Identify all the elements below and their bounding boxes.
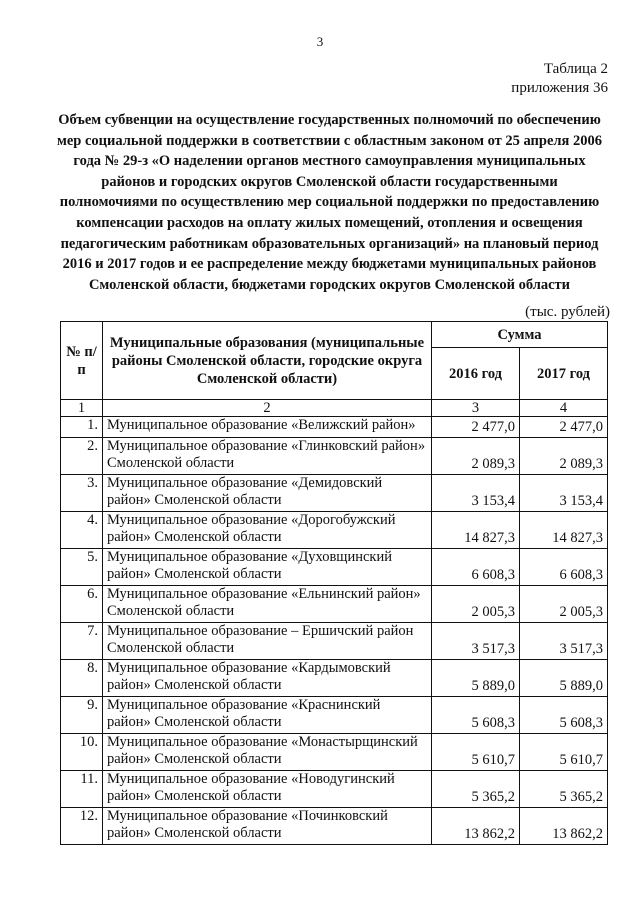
appendix-reference-line: приложения 36 — [511, 80, 608, 96]
row-number: 8. — [61, 660, 103, 697]
value-2017: 3 153,4 — [520, 475, 608, 512]
municipality-name: Муниципальное образование «Демидовский район» Смоленской области — [103, 475, 432, 512]
municipality-name: Муниципальное образование «Глинковский район» Смоленской области — [103, 438, 432, 475]
header-sum: Сумма — [432, 322, 608, 348]
table-row — [61, 734, 608, 771]
municipality-name: Муниципальное образование «Велижский район» — [103, 417, 432, 438]
value-2017: 14 827,3 — [520, 512, 608, 549]
value-2016: 2 477,0 — [432, 417, 520, 438]
value-2017: 5 610,7 — [520, 734, 608, 771]
municipality-name: Муниципальное образование «Починковский район» Смоленской области — [103, 808, 432, 845]
table-reference-line: Таблица 2 — [543, 61, 608, 77]
row-number: 4. — [61, 512, 103, 549]
row-number: 10. — [61, 734, 103, 771]
column-number-row — [61, 400, 608, 417]
table-row — [61, 549, 608, 586]
row-number: 12. — [61, 808, 103, 845]
value-2017: 5 608,3 — [520, 697, 608, 734]
document-title: Объем субвенции на осуществление государственных полномочий по обеспечению мер социальной поддержки в соответствии с областным законом от 25 апреля 2006 года № 29-з «О наделении органов местного самоуправления муниципальных районов и городских округов Смоленской области государственными полномочиями по осуществлению мер социальной поддержки по предоставлению компенсации расходов на оплату жилых помещений, отопления и освещения педагогическим работникам образовательных организаций» на плановый период 2016 и 2017 годов и ее распределение между бюджетами муниципальных районов Смоленской области, бюджетами городских округов Смоленской области — [56, 112, 603, 293]
row-number: 2. — [61, 438, 103, 475]
value-2016: 6 608,3 — [432, 549, 520, 586]
municipality-name: Муниципальное образование «Кардымовский район» Смоленской области — [103, 660, 432, 697]
row-number: 3. — [61, 475, 103, 512]
table-row — [61, 697, 608, 734]
table-row — [61, 623, 608, 660]
value-2016: 3 153,4 — [432, 475, 520, 512]
value-2017: 3 517,3 — [520, 623, 608, 660]
value-2016: 3 517,3 — [432, 623, 520, 660]
table-row — [61, 660, 608, 697]
header-2017: 2017 год — [520, 348, 608, 400]
value-2016: 5 365,2 — [432, 771, 520, 808]
value-2017: 5 365,2 — [520, 771, 608, 808]
value-2016: 14 827,3 — [432, 512, 520, 549]
table-row — [61, 771, 608, 808]
table-row — [61, 475, 608, 512]
table-row — [61, 438, 608, 475]
row-number: 9. — [61, 697, 103, 734]
row-number: 6. — [61, 586, 103, 623]
municipality-name: Муниципальное образование «Краснинский район» Смоленской области — [103, 697, 432, 734]
value-2017: 6 608,3 — [520, 549, 608, 586]
page-number: 3 — [316, 34, 324, 49]
value-2016: 2 089,3 — [432, 438, 520, 475]
value-2016: 5 608,3 — [432, 697, 520, 734]
table-row — [61, 512, 608, 549]
column-number: 1 — [61, 400, 103, 417]
row-number: 5. — [61, 549, 103, 586]
value-2017: 2 477,0 — [520, 417, 608, 438]
value-2016: 2 005,3 — [432, 586, 520, 623]
value-2016: 5 889,0 — [432, 660, 520, 697]
header-municipality: Муниципальные образования (муниципальные районы Смоленской области, городские округа Смоленской области) — [103, 322, 432, 400]
table-row — [61, 808, 608, 845]
municipality-name: Муниципальное образование «Монастырщинский район» Смоленской области — [103, 734, 432, 771]
row-number: 11. — [61, 771, 103, 808]
municipality-name: Муниципальное образование «Ельнинский район» Смоленской области — [103, 586, 432, 623]
column-number: 2 — [103, 400, 432, 417]
municipality-name: Муниципальное образование «Дорогобужский район» Смоленской области — [103, 512, 432, 549]
value-2016: 13 862,2 — [432, 808, 520, 845]
value-2017: 2 005,3 — [520, 586, 608, 623]
value-2017: 5 889,0 — [520, 660, 608, 697]
row-number: 1. — [61, 417, 103, 438]
municipality-name: Муниципальное образование «Новодугинский район» Смоленской области — [103, 771, 432, 808]
table-row — [61, 417, 608, 438]
column-number: 4 — [520, 400, 608, 417]
value-2016: 5 610,7 — [432, 734, 520, 771]
header-2016: 2016 год — [432, 348, 520, 400]
table-reference — [511, 60, 608, 98]
row-number: 7. — [61, 623, 103, 660]
value-2017: 13 862,2 — [520, 808, 608, 845]
subsidy-table — [60, 321, 608, 845]
value-2017: 2 089,3 — [520, 438, 608, 475]
municipality-name: Муниципальное образование «Духовщинский район» Смоленской области — [103, 549, 432, 586]
units-label: (тыс. рублей) — [525, 304, 610, 320]
table-row — [61, 586, 608, 623]
column-number: 3 — [432, 400, 520, 417]
header-num: № п/п — [61, 322, 103, 400]
municipality-name: Муниципальное образование – Ершичский район Смоленской области — [103, 623, 432, 660]
